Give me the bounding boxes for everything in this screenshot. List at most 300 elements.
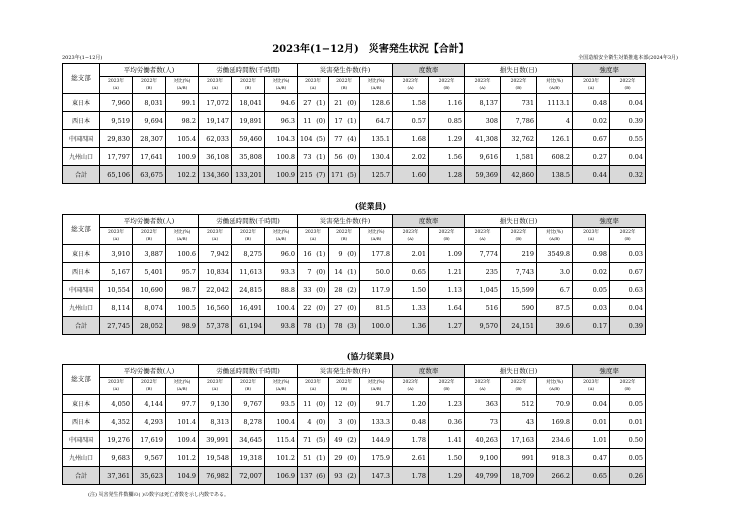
- deaths-2023-cell: (0): [314, 263, 329, 281]
- cases-ratio-header: [360, 378, 393, 395]
- region-cell: 合計: [63, 166, 100, 184]
- cases-ratio-header-label: 対比(%): [367, 380, 385, 386]
- branch-header: 総支部: [63, 215, 100, 245]
- hours-2023-cell: 17,072: [199, 94, 232, 112]
- lostdays-2023-header: [465, 77, 501, 94]
- frequency-2023-header: [393, 77, 429, 94]
- workers-2023-header: [100, 378, 133, 395]
- lostdays-ratio-cell: 169.8: [537, 413, 573, 431]
- region-cell: 合計: [63, 467, 100, 485]
- workers-2023-cell: 3,910: [100, 245, 133, 263]
- hours-2023-cell: 8,313: [199, 413, 232, 431]
- deaths-2023-cell: (1): [314, 148, 329, 166]
- cases-2022-cell: 27: [329, 299, 345, 317]
- cases-2023-header: [298, 378, 329, 395]
- hours-2022-cell: 35,808: [232, 148, 265, 166]
- severity-2023-cell: 0.05: [573, 281, 610, 299]
- cases-ratio-header-unit: (A/B): [370, 385, 382, 391]
- cases-ratio-cell: 175.9: [360, 449, 393, 467]
- frequency-2023-header-unit: (A): [407, 235, 414, 241]
- group-header: 損失日数(日): [465, 64, 573, 77]
- hours-2022-header-unit: (B): [244, 84, 252, 90]
- region-cell: 中国四国: [63, 130, 100, 148]
- cases-2022-cell: 3: [329, 413, 345, 431]
- cases-2023-cell: 16: [298, 245, 314, 263]
- hours-2023-header-label: 2023年: [207, 380, 223, 386]
- lostdays-2022-cell: 32,762: [501, 130, 537, 148]
- cases-ratio-header-label: 対比(%): [367, 230, 385, 236]
- deaths-2023-cell: (0): [314, 299, 329, 317]
- frequency-2022-cell: 1.27: [429, 317, 465, 335]
- hours-2023-cell: 16,560: [199, 299, 232, 317]
- region-cell: 西日本: [63, 263, 100, 281]
- cases-2023-header-label: 2023年: [305, 230, 322, 236]
- lostdays-2023-cell: 516: [465, 299, 501, 317]
- lostdays-ratio-cell: 87.5: [537, 299, 573, 317]
- workers-2022-header: [133, 378, 166, 395]
- workers-ratio-cell: 98.2: [166, 112, 199, 130]
- cases-ratio-cell: 177.8: [360, 245, 393, 263]
- frequency-2022-cell: 1.23: [429, 395, 465, 413]
- frequency-2022-cell: 1.41: [429, 431, 465, 449]
- hours-2022-cell: 61,194: [232, 317, 265, 335]
- severity-2023-header: [573, 77, 610, 94]
- severity-2022-cell: 0.32: [610, 166, 646, 184]
- workers-2022-header-label: 2022年: [141, 380, 157, 386]
- group-header: 度数率: [393, 215, 465, 228]
- hours-ratio-header-label: 対比(%): [272, 380, 290, 386]
- workers-2023-cell: 9,519: [100, 112, 133, 130]
- workers-ratio-header-unit: (A/B): [176, 385, 188, 391]
- cases-2022-cell: 78: [329, 317, 345, 335]
- lostdays-2022-cell: 7,786: [501, 112, 537, 130]
- hours-2022-cell: 133,201: [232, 166, 265, 184]
- deaths-2023-cell: (0): [314, 112, 329, 130]
- hours-ratio-header-unit: (A/B): [275, 235, 287, 241]
- deaths-2022-cell: (0): [345, 395, 360, 413]
- source-label: 全国造船安全衛生対策推進本部(2024年3月): [578, 55, 678, 61]
- deaths-2023-cell: (1): [314, 245, 329, 263]
- deaths-2022-cell: (0): [345, 245, 360, 263]
- lostdays-2022-header-unit: (B): [515, 84, 522, 90]
- workers-ratio-cell: 100.6: [166, 245, 199, 263]
- hours-2022-cell: 8,275: [232, 245, 265, 263]
- frequency-2022-header: [429, 378, 465, 395]
- hours-ratio-cell: 93.3: [265, 263, 298, 281]
- hours-2023-header-unit: (A): [212, 84, 219, 90]
- workers-ratio-cell: 102.2: [166, 166, 199, 184]
- frequency-2023-header-label: 2023年: [402, 230, 419, 236]
- cases-2022-header-label: 2022年: [336, 380, 353, 386]
- hours-2022-cell: 8,278: [232, 413, 265, 431]
- hours-ratio-cell: 100.9: [265, 166, 298, 184]
- workers-2023-header: [100, 228, 133, 245]
- table-row: [63, 299, 646, 317]
- hours-2023-cell: 19,147: [199, 112, 232, 130]
- hours-2022-cell: 18,041: [232, 94, 265, 112]
- hours-2022-header-label: 2022年: [240, 79, 256, 85]
- frequency-2023-cell: 1.60: [393, 166, 429, 184]
- severity-2022-cell: 0.04: [610, 148, 646, 166]
- cases-2022-header: [329, 77, 360, 94]
- deaths-2023-cell: (5): [314, 431, 329, 449]
- lostdays-ratio-cell: 138.5: [537, 166, 573, 184]
- lostdays-2022-header: [501, 228, 537, 245]
- severity-2023-cell: 0.65: [573, 467, 610, 485]
- lostdays-2023-header-label: 2023年: [474, 79, 491, 85]
- cases-2022-cell: 12: [329, 395, 345, 413]
- lostdays-ratio-cell: 608.2: [537, 148, 573, 166]
- cases-2023-cell: 33: [298, 281, 314, 299]
- table-row: [63, 245, 646, 263]
- severity-2023-cell: 0.48: [573, 94, 610, 112]
- lostdays-ratio-header-unit: (A/B): [549, 235, 560, 241]
- cases-ratio-cell: 133.3: [360, 413, 393, 431]
- lostdays-2023-header-label: 2023年: [474, 230, 491, 236]
- severity-2022-header: [610, 77, 646, 94]
- workers-ratio-header-label: 対比(%): [173, 79, 191, 85]
- group-header: 災害発生件数(件): [298, 365, 393, 378]
- hours-2023-header: [199, 77, 232, 94]
- lostdays-ratio-header-label: 対比(%): [546, 380, 563, 386]
- deaths-2022-cell: (1): [345, 263, 360, 281]
- lostdays-2023-cell: 363: [465, 395, 501, 413]
- lostdays-2022-header: [501, 77, 537, 94]
- hours-2022-cell: 72,007: [232, 467, 265, 485]
- workers-2022-cell: 3,887: [133, 245, 166, 263]
- workers-2022-cell: 63,675: [133, 166, 166, 184]
- hours-ratio-header-label: 対比(%): [272, 230, 290, 236]
- group-header: 損失日数(日): [465, 215, 573, 228]
- hours-2022-cell: 59,460: [232, 130, 265, 148]
- hours-ratio-header-unit: (A/B): [275, 84, 287, 90]
- cases-2022-header-unit: (B): [341, 235, 348, 241]
- severity-2023-header-label: 2023年: [583, 79, 600, 85]
- workers-ratio-header-unit: (A/B): [176, 235, 188, 241]
- lostdays-ratio-header-unit: (A/B): [549, 84, 560, 90]
- lostdays-ratio-cell: 1113.1: [537, 94, 573, 112]
- cases-2022-cell: 9: [329, 245, 345, 263]
- severity-2022-cell: 0.04: [610, 94, 646, 112]
- hours-2022-header-unit: (B): [244, 385, 252, 391]
- lostdays-2022-cell: 24,151: [501, 317, 537, 335]
- lostdays-2023-cell: 8,137: [465, 94, 501, 112]
- workers-2022-cell: 17,619: [133, 431, 166, 449]
- frequency-2023-cell: 1.68: [393, 130, 429, 148]
- cases-2022-cell: 49: [329, 431, 345, 449]
- frequency-2022-cell: 1.56: [429, 148, 465, 166]
- region-cell: 九州山口: [63, 299, 100, 317]
- frequency-2022-cell: 0.36: [429, 413, 465, 431]
- hours-2022-header-label: 2022年: [240, 230, 256, 236]
- cases-2023-cell: 4: [298, 413, 314, 431]
- workers-2022-cell: 4,293: [133, 413, 166, 431]
- stats-table-2: [62, 364, 646, 485]
- cases-ratio-cell: 125.7: [360, 166, 393, 184]
- severity-2022-header-label: 2022年: [619, 79, 636, 85]
- group-header: 労働延時間数(千時間): [199, 64, 298, 77]
- lostdays-2022-cell: 43: [501, 413, 537, 431]
- hours-ratio-cell: 101.2: [265, 449, 298, 467]
- frequency-2023-cell: 0.57: [393, 112, 429, 130]
- lostdays-ratio-header: [537, 228, 573, 245]
- lostdays-2023-cell: 40,263: [465, 431, 501, 449]
- group-header: 平均労働者数(人): [100, 365, 199, 378]
- section-title-employees: (従業員): [354, 201, 387, 211]
- deaths-2023-cell: (7): [314, 166, 329, 184]
- lostdays-ratio-cell: 70.9: [537, 395, 573, 413]
- severity-2022-cell: 0.01: [610, 413, 646, 431]
- table-row: [63, 130, 646, 148]
- hours-ratio-header: [265, 378, 298, 395]
- deaths-2022-cell: (2): [345, 281, 360, 299]
- severity-2023-header: [573, 228, 610, 245]
- severity-2022-header-label: 2022年: [619, 230, 636, 236]
- footnote: (注) 災害発生件数欄の( )の数字は死亡者数を示し内数である。: [88, 492, 229, 498]
- lostdays-ratio-cell: 6.7: [537, 281, 573, 299]
- workers-ratio-header: [166, 378, 199, 395]
- total-row: [63, 166, 646, 184]
- severity-2022-header: [610, 378, 646, 395]
- lostdays-2022-cell: 731: [501, 94, 537, 112]
- group-header: 平均労働者数(人): [100, 64, 199, 77]
- workers-2022-header-unit: (B): [145, 235, 153, 241]
- severity-2023-header-unit: (A): [588, 84, 595, 90]
- frequency-2022-header-unit: (B): [443, 84, 450, 90]
- deaths-2023-cell: (1): [314, 94, 329, 112]
- frequency-2022-header-label: 2022年: [438, 79, 455, 85]
- workers-2022-cell: 8,031: [133, 94, 166, 112]
- workers-2022-cell: 4,144: [133, 395, 166, 413]
- workers-2022-cell: 28,052: [133, 317, 166, 335]
- severity-2023-cell: 0.01: [573, 413, 610, 431]
- severity-2023-cell: 0.98: [573, 245, 610, 263]
- workers-2023-cell: 19,276: [100, 431, 133, 449]
- frequency-2023-header-unit: (A): [407, 84, 414, 90]
- region-cell: 合計: [63, 317, 100, 335]
- cases-2022-cell: 14: [329, 263, 345, 281]
- deaths-2023-cell: (0): [314, 395, 329, 413]
- page-title: 2023年(1−12月) 災害発生状況【合計】: [272, 44, 469, 55]
- lostdays-2022-header: [501, 378, 537, 395]
- lostdays-2022-cell: 42,860: [501, 166, 537, 184]
- lostdays-2023-cell: 73: [465, 413, 501, 431]
- workers-ratio-cell: 99.1: [166, 94, 199, 112]
- region-cell: 西日本: [63, 413, 100, 431]
- hours-2023-cell: 10,834: [199, 263, 232, 281]
- frequency-2023-header: [393, 378, 429, 395]
- cases-2022-header: [329, 228, 360, 245]
- hours-2023-cell: 76,982: [199, 467, 232, 485]
- group-header: 強度率: [573, 365, 646, 378]
- cases-2022-cell: 17: [329, 112, 345, 130]
- workers-2022-header: [133, 228, 166, 245]
- region-cell: 九州山口: [63, 148, 100, 166]
- lostdays-ratio-header-label: 対比(%): [546, 79, 563, 85]
- hours-ratio-cell: 104.3: [265, 130, 298, 148]
- severity-2023-cell: 0.27: [573, 148, 610, 166]
- region-cell: 東日本: [63, 245, 100, 263]
- deaths-2022-cell: (1): [345, 112, 360, 130]
- lostdays-2022-cell: 219: [501, 245, 537, 263]
- workers-ratio-cell: 100.5: [166, 299, 199, 317]
- lostdays-2023-cell: 1,045: [465, 281, 501, 299]
- workers-ratio-cell: 98.9: [166, 317, 199, 335]
- lostdays-ratio-cell: 126.1: [537, 130, 573, 148]
- section-title-contractors: (協力従業員): [346, 351, 395, 361]
- table-row: [63, 413, 646, 431]
- period-label: 2023年(1−12月): [62, 55, 103, 61]
- workers-2022-header: [133, 77, 166, 94]
- hours-2022-header: [232, 228, 265, 245]
- table-row: [63, 395, 646, 413]
- lostdays-2023-header: [465, 228, 501, 245]
- workers-2022-cell: 10,690: [133, 281, 166, 299]
- deaths-2023-cell: (0): [314, 413, 329, 431]
- table-row: [63, 263, 646, 281]
- cases-ratio-header-label: 対比(%): [367, 79, 385, 85]
- severity-2022-cell: 0.55: [610, 130, 646, 148]
- cases-2023-cell: 22: [298, 299, 314, 317]
- workers-ratio-cell: 104.9: [166, 467, 199, 485]
- cases-2022-header-label: 2022年: [336, 230, 353, 236]
- lostdays-2023-cell: 7,774: [465, 245, 501, 263]
- severity-2022-cell: 0.05: [610, 449, 646, 467]
- lostdays-2022-cell: 17,163: [501, 431, 537, 449]
- deaths-2023-cell: (6): [314, 467, 329, 485]
- severity-2022-header-unit: (B): [624, 84, 631, 90]
- cases-ratio-cell: 50.0: [360, 263, 393, 281]
- workers-2023-cell: 9,683: [100, 449, 133, 467]
- group-header: 強度率: [573, 64, 646, 77]
- hours-2022-cell: 19,891: [232, 112, 265, 130]
- lostdays-2022-cell: 7,743: [501, 263, 537, 281]
- lostdays-2023-cell: 41,308: [465, 130, 501, 148]
- workers-2023-cell: 29,830: [100, 130, 133, 148]
- severity-2023-header: [573, 378, 610, 395]
- group-header: 平均労働者数(人): [100, 215, 199, 228]
- frequency-2022-header: [429, 77, 465, 94]
- severity-2022-header-label: 2022年: [619, 380, 636, 386]
- workers-2022-cell: 28,307: [133, 130, 166, 148]
- cases-ratio-cell: 147.3: [360, 467, 393, 485]
- severity-2023-cell: 1.01: [573, 431, 610, 449]
- lostdays-2022-cell: 15,599: [501, 281, 537, 299]
- workers-2023-cell: 37,361: [100, 467, 133, 485]
- cases-2023-header-unit: (A): [310, 84, 317, 90]
- frequency-2022-cell: 1.13: [429, 281, 465, 299]
- lostdays-ratio-cell: 234.6: [537, 431, 573, 449]
- lostdays-ratio-header-label: 対比(%): [546, 230, 563, 236]
- workers-2023-header: [100, 77, 133, 94]
- severity-2023-header-unit: (A): [588, 385, 595, 391]
- group-header: 労働延時間数(千時間): [199, 215, 298, 228]
- hours-ratio-cell: 100.4: [265, 413, 298, 431]
- workers-2022-cell: 9,694: [133, 112, 166, 130]
- deaths-2022-cell: (5): [345, 166, 360, 184]
- severity-2022-cell: 0.50: [610, 431, 646, 449]
- hours-ratio-header: [265, 77, 298, 94]
- deaths-2023-cell: (1): [314, 317, 329, 335]
- lostdays-ratio-cell: 4: [537, 112, 573, 130]
- lostdays-2023-cell: 308: [465, 112, 501, 130]
- hours-2023-header-label: 2023年: [207, 79, 223, 85]
- workers-2023-header-unit: (A): [112, 385, 119, 391]
- frequency-2022-cell: 1.29: [429, 130, 465, 148]
- severity-2023-cell: 0.02: [573, 263, 610, 281]
- deaths-2022-cell: (0): [345, 94, 360, 112]
- severity-2022-header-unit: (B): [624, 385, 631, 391]
- lostdays-2023-header-unit: (A): [479, 84, 486, 90]
- lostdays-ratio-cell: 266.2: [537, 467, 573, 485]
- severity-2022-cell: 0.03: [610, 245, 646, 263]
- severity-2022-header: [610, 228, 646, 245]
- total-row: [63, 317, 646, 335]
- region-cell: 中国四国: [63, 281, 100, 299]
- workers-ratio-header-label: 対比(%): [173, 380, 191, 386]
- lostdays-2022-cell: 18,709: [501, 467, 537, 485]
- total-row: [63, 467, 646, 485]
- hours-2023-cell: 62,033: [199, 130, 232, 148]
- cases-2023-header-unit: (A): [310, 385, 317, 391]
- severity-2023-cell: 0.44: [573, 166, 610, 184]
- lostdays-2023-header-unit: (A): [479, 235, 486, 241]
- group-header: 強度率: [573, 215, 646, 228]
- lostdays-2022-header-label: 2022年: [510, 230, 527, 236]
- workers-2022-header-label: 2022年: [141, 230, 157, 236]
- workers-ratio-cell: 101.2: [166, 449, 199, 467]
- deaths-2022-cell: (2): [345, 467, 360, 485]
- stats-table-1: [62, 214, 646, 335]
- workers-2022-header-label: 2022年: [141, 79, 157, 85]
- hours-2022-cell: 11,613: [232, 263, 265, 281]
- cases-2023-cell: 11: [298, 395, 314, 413]
- severity-2023-cell: 0.04: [573, 395, 610, 413]
- cases-2022-header-unit: (B): [341, 84, 348, 90]
- workers-2022-header-unit: (B): [145, 385, 153, 391]
- lostdays-2023-cell: 9,570: [465, 317, 501, 335]
- lostdays-ratio-header-unit: (A/B): [549, 385, 560, 391]
- stats-table-0: [62, 63, 646, 184]
- cases-ratio-cell: 81.5: [360, 299, 393, 317]
- frequency-2023-cell: 1.58: [393, 94, 429, 112]
- severity-2022-cell: 0.39: [610, 112, 646, 130]
- frequency-2022-cell: 1.50: [429, 449, 465, 467]
- frequency-2023-header: [393, 228, 429, 245]
- workers-2022-cell: 17,641: [133, 148, 166, 166]
- lostdays-2023-header-unit: (A): [479, 385, 486, 391]
- frequency-2022-cell: 1.21: [429, 263, 465, 281]
- workers-ratio-cell: 98.7: [166, 281, 199, 299]
- hours-2022-header-unit: (B): [244, 235, 252, 241]
- workers-2022-cell: 5,401: [133, 263, 166, 281]
- hours-2023-cell: 9,130: [199, 395, 232, 413]
- hours-ratio-cell: 115.4: [265, 431, 298, 449]
- frequency-2023-cell: 2.01: [393, 245, 429, 263]
- cases-2022-header-unit: (B): [341, 385, 348, 391]
- workers-2022-cell: 9,567: [133, 449, 166, 467]
- hours-2023-header-unit: (A): [212, 385, 219, 391]
- hours-2023-cell: 134,360: [199, 166, 232, 184]
- lostdays-ratio-header: [537, 77, 573, 94]
- cases-ratio-cell: 91.7: [360, 395, 393, 413]
- region-cell: 東日本: [63, 94, 100, 112]
- branch-header: 総支部: [63, 64, 100, 94]
- workers-2023-cell: 27,745: [100, 317, 133, 335]
- workers-2022-cell: 8,074: [133, 299, 166, 317]
- deaths-2022-cell: (0): [345, 413, 360, 431]
- table-row: [63, 148, 646, 166]
